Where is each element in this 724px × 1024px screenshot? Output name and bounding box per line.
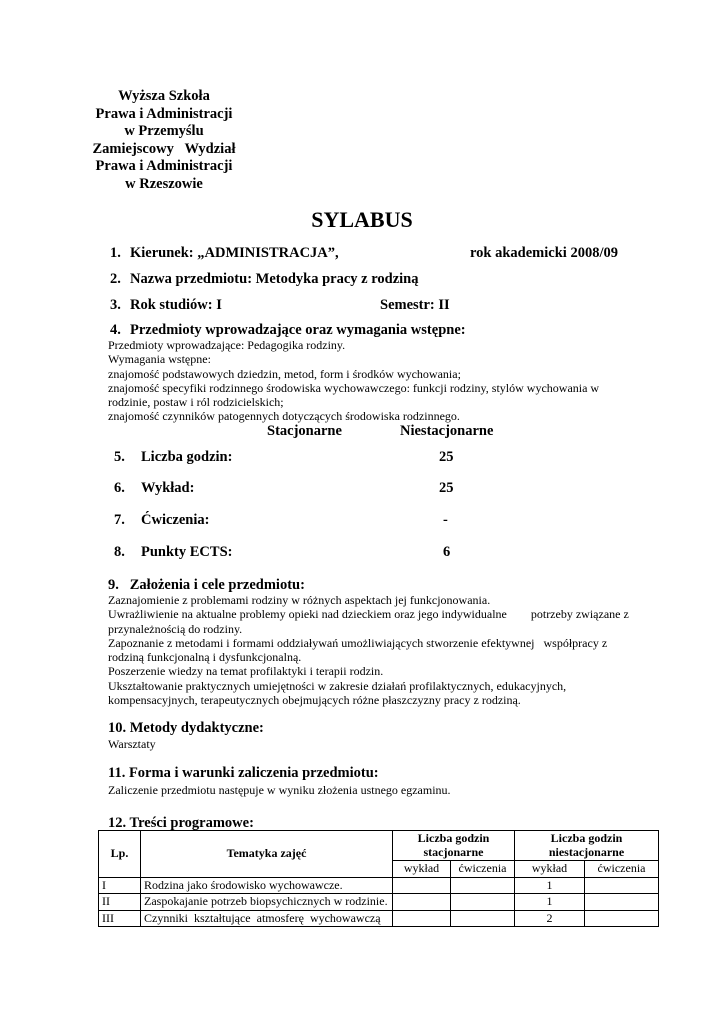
row-niestac-cwiczenia [585, 910, 659, 927]
row-topic: Rodzina jako środowisko wychowawcze. [141, 877, 393, 894]
methods-text: Warsztaty [108, 737, 156, 751]
item-4 [110, 322, 466, 339]
institution-header [84, 88, 244, 194]
text-line: znajomość specyfiki rodzinnego środowiska wychowawczego: funkcji rodziny, stylów wychowania w [108, 380, 600, 395]
header-stacjonarne: Liczba godzin stacjonarne [393, 831, 515, 861]
semester: Semestr: II [380, 297, 450, 313]
field-of-study: Kierunek: „ADMINISTRACJA”, [130, 245, 339, 261]
text-line: Poszerzenie wiedzy na temat profilaktyki i terapii rodzin. [108, 664, 384, 679]
institution-line: Prawa i Administracji [95, 105, 233, 122]
exercises-value: - [443, 512, 448, 528]
table-row [99, 894, 659, 911]
row-stac-wyklad [393, 910, 451, 927]
text-line: rodziną funkcjonalną i dysfunkcjonalną. [108, 650, 302, 665]
table-row [99, 877, 659, 894]
lecture-value: 25 [439, 480, 454, 496]
ects-label: Punkty ECTS: [141, 544, 233, 560]
item-number: 3. [110, 297, 121, 313]
program-heading: 12. Treści programowe: [108, 815, 254, 831]
row-stac-cwiczenia [451, 877, 515, 894]
row-niestac-wyklad: 1 [515, 877, 585, 894]
row-niestac-cwiczenia [585, 894, 659, 911]
item-number: 8. [114, 544, 125, 560]
assessment-text: Zaliczenie przedmiotu następuje w wyniku złożenia ustnego egzaminu. [108, 783, 451, 797]
row-topic: Zaspokajanie potrzeb biopsychicznych w rodzinie. [141, 894, 393, 911]
prerequisites-text [108, 338, 599, 424]
document-title: SYLABUS [311, 207, 413, 232]
assessment-heading: 11. Forma i warunki zaliczenia przedmiotu: [108, 765, 379, 781]
goals-heading: 9. Założenia i cele przedmiotu: [108, 577, 305, 593]
ects-value: 6 [443, 544, 451, 560]
row-topic: Czynniki kształtujące atmosferę wychowawczą [141, 910, 393, 927]
row-niestac-wyklad: 2 [515, 910, 585, 927]
lecture-row [114, 480, 194, 497]
exercises-label: Ćwiczenia: [141, 512, 210, 528]
row-lp: I [99, 877, 141, 894]
row-stac-cwiczenia [451, 894, 515, 911]
text-line: Zapoznanie z metodami i formami oddziaływań umożliwiających stworzenie efektywnej współpracy z [108, 635, 608, 650]
institution-line: Wyższa Szkoła [118, 88, 210, 104]
text-line: przynależnością do rodziny. [108, 621, 243, 636]
hours-label: Liczba godzin: [141, 449, 233, 465]
item-3 [110, 297, 222, 314]
row-stac-wyklad [393, 877, 451, 894]
text-line: znajomość podstawowych dziedzin, metod, form i środków wychowania; [108, 366, 461, 381]
header-cwiczenia: ćwiczenia [585, 861, 659, 878]
item-2 [110, 271, 419, 288]
item-number: 1. [110, 245, 121, 261]
item-number: 4. [110, 322, 121, 338]
header-lp: Lp. [99, 831, 141, 878]
row-lp: III [99, 910, 141, 927]
header-wyklad: wykład [393, 861, 451, 878]
text-line: Ukształtowanie praktycznych umiejętności w zakresie działań profilaktycznych, edukacyjnych, [108, 678, 567, 693]
row-niestac-wyklad: 1 [515, 894, 585, 911]
study-year: Rok studiów: I [130, 297, 222, 313]
header-wyklad: wykład [515, 861, 585, 878]
exercises-row [114, 512, 209, 529]
program-table [98, 830, 659, 927]
header-cwiczenia: ćwiczenia [451, 861, 515, 878]
text-line: Wymagania wstępne: [108, 352, 211, 367]
row-lp: II [99, 894, 141, 911]
ects-row [114, 544, 232, 561]
institution-line: Zamiejscowy Wydział [92, 140, 236, 157]
methods-heading: 10. Metody dydaktyczne: [108, 720, 264, 736]
row-stac-wyklad [393, 894, 451, 911]
prerequisites-heading: Przedmioty wprowadzające oraz wymagania wstępne: [130, 322, 466, 338]
table-header-row [99, 831, 659, 861]
goals-text [108, 593, 629, 707]
row-niestac-cwiczenia [585, 877, 659, 894]
text-line: Zaznajomienie z problemami rodziny w różnych aspektach jej funkcjonowania. [108, 593, 491, 607]
hours-row [114, 449, 232, 466]
item-number: 7. [114, 512, 125, 528]
item-number: 6. [114, 480, 125, 496]
item-number: 2. [110, 271, 121, 287]
academic-year: rok akademicki 2008/09 [470, 245, 618, 261]
text-line: Uwrażliwienie na aktualne problemy opieki nad dzieckiem oraz jego indywidualne potrzeby związane z [108, 607, 629, 622]
mode-niestacjonarne: Niestacjonarne [400, 423, 494, 439]
text-line: Przedmioty wprowadzające: Pedagogika rodziny. [108, 338, 346, 352]
text-line: znajomość czynników patogennych dotyczących środowiska rodzinnego. [108, 409, 460, 424]
course-name: Nazwa przedmiotu: Metodyka pracy z rodziną [130, 271, 419, 287]
hours-value: 25 [439, 449, 454, 465]
item-1 [110, 245, 339, 262]
mode-stacjonarne: Stacjonarne [267, 423, 342, 439]
header-niestacjonarne: Liczba godzin niestacjonarne [515, 831, 659, 861]
text-line: kompensacyjnych, terapeutycznych obejmujących różne płaszczyzny pracy z rodziną. [108, 693, 521, 708]
header-topic: Tematyka zajęć [141, 831, 393, 878]
item-number: 5. [114, 449, 125, 465]
text-line: rodzinie, postaw i ról rodzicielskich; [108, 395, 284, 410]
institution-line: w Przemyślu [124, 123, 204, 140]
lecture-label: Wykład: [141, 480, 195, 496]
institution-line: Prawa i Administracji [95, 158, 233, 175]
row-stac-cwiczenia [451, 910, 515, 927]
institution-line: w Rzeszowie [125, 175, 203, 192]
table-row [99, 910, 659, 927]
